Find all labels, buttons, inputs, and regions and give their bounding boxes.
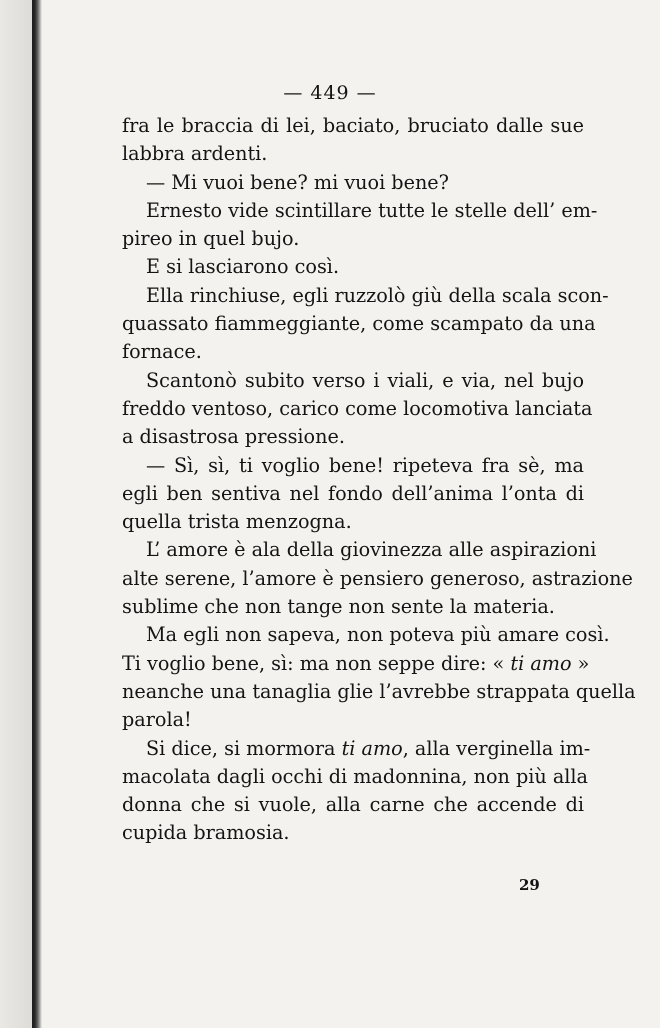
text-line: Scantonò subito verso i viali, e via, nel bujo — [146, 368, 584, 392]
italic-text: ti amo — [341, 736, 403, 760]
text-line: a disastrosa pressione. — [122, 425, 345, 449]
text-line: parola! — [122, 708, 192, 732]
text-line — [122, 650, 590, 678]
text-line: — Sì, sì, ti voglio bene! ripeteva fra sè, ma — [146, 453, 584, 477]
text-segment: » — [571, 651, 590, 675]
signature-number: 29 — [519, 876, 540, 894]
binding-gutter — [0, 0, 32, 1028]
text-line: Ella rinchiuse, egli ruzzolò giù della scala scon- — [146, 283, 609, 307]
text-line: alte serene, l’amore è pensiero generoso, astrazione — [122, 566, 633, 590]
text-line: Ma egli non sapeva, non poteva più amare così. — [146, 623, 610, 647]
text-segment: Si dice, si mormora — [146, 736, 342, 760]
text-line: fornace. — [122, 340, 202, 364]
text-line: labbra ardenti. — [122, 142, 268, 166]
text-line: E si lasciarono così. — [146, 255, 340, 279]
text-line: quella trista menzogna. — [122, 510, 352, 534]
text-line: pireo in quel bujo. — [122, 227, 300, 251]
text-line: neanche una tanaglia glie l’avrebbe strappata quella — [122, 679, 636, 703]
text-line: donna che si vuole, alla carne che accende di — [122, 793, 584, 817]
italic-text: ti amo — [510, 651, 572, 675]
text-line: sublime che non tange non sente la materia. — [122, 595, 555, 619]
text-line: cupida bramosia. — [122, 821, 290, 845]
text-line: L’ amore è ala della giovinezza alle aspirazioni — [146, 538, 597, 562]
text-line: — Mi vuoi bene? mi vuoi bene? — [146, 170, 449, 194]
text-segment: , alla verginella im- — [402, 736, 591, 760]
text-line: freddo ventoso, carico come locomotiva lanciata — [122, 396, 593, 420]
text-line: Ernesto vide scintillare tutte le stelle dell’ em- — [146, 198, 598, 222]
text-line: egli ben sentiva nel fondo dell’anima l’onta di — [122, 481, 584, 505]
text-line — [122, 735, 591, 763]
text-line: quassato fiammeggiante, come scampato da una — [122, 312, 596, 336]
binding-edge — [32, 0, 42, 1028]
text-line: fra le braccia di lei, baciato, bruciato dalle sue — [122, 114, 584, 137]
page-number-header: — 449 — — [283, 82, 377, 104]
text-line: macolata dagli occhi di madonnina, non più alla — [122, 764, 588, 788]
text-segment: Ti voglio bene, sì: ma non seppe dire: « — [122, 651, 511, 675]
body-text — [122, 112, 636, 848]
